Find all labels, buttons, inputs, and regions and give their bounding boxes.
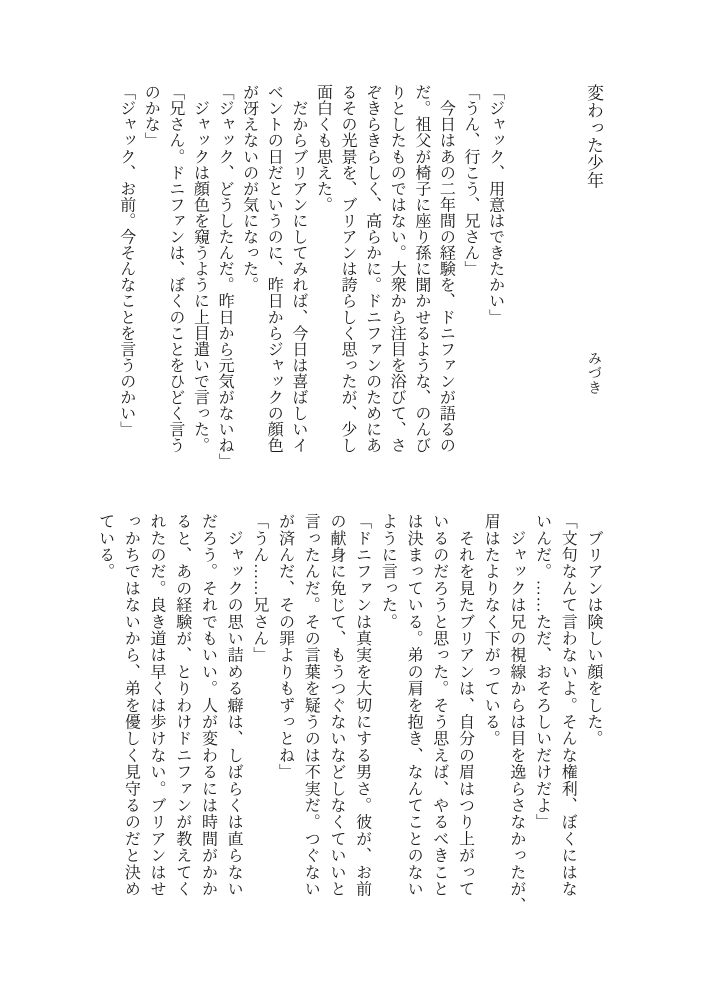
text-column: ぞきらきらしく、高らかに。ドニファンのためにあ — [363, 84, 381, 454]
text-column: るその光景を、ブリアンは誇らしく思ったが、少し — [339, 84, 357, 454]
bottom-text-columns — [92, 513, 606, 914]
text-column: ブリアンは険しい顔をした。 — [585, 513, 602, 747]
text-column: は決まっている。弟の肩を抱き、なんてことのない — [405, 513, 423, 898]
text-column: 「ドニファンは真実を大切にする男さ。彼が、お前 — [353, 513, 371, 898]
story-top-section — [113, 84, 605, 470]
text-column: りとしたものではない。大衆から注目を浴びて、さ — [388, 84, 406, 454]
text-column: ている。 — [96, 513, 114, 580]
text-column: ると、あの経験が、とりわけドニファンが教えてく — [173, 513, 191, 898]
story-title: 変わった少年 — [584, 84, 603, 189]
text-column: だ。祖父が椅子に座り孫に聞かせるような、のんび — [412, 84, 430, 454]
text-column: ジャックの思い詰める癖は、しばらくは直らない — [225, 513, 243, 898]
text-column: 「ジャック、どうしたんだ。昨日から元気がないね」 — [216, 84, 234, 470]
text-column: 「文句なんて言わないよ。そんな権利、ぼくにはな — [559, 513, 577, 898]
text-column: 眉はたよりなく下がっている。 — [482, 513, 500, 747]
text-column: のかな」 — [142, 84, 160, 149]
text-column: それを見たブリアンは、自分の眉はつり上がって — [456, 513, 474, 898]
text-column: だろう。それでもいい。人が変わるには時間がかか — [199, 513, 217, 898]
text-column: 面白くも思えた。 — [314, 84, 332, 213]
text-column: 「ジャック、お前。今そんなことを言うのかい」 — [117, 84, 135, 438]
text-column: ジャックは顔色を窺うように上目遣いで言った。 — [191, 84, 209, 454]
text-column: 「うん……兄さん」 — [250, 513, 268, 664]
text-column: だからブリアンにしてみれば、今日は喜ばしいイ — [289, 84, 307, 454]
story-author: みづき — [586, 351, 601, 396]
text-column: が済んだ、その罪よりもずっとね」 — [276, 513, 294, 781]
text-column: っかちではないから、弟を優しく見守るのだと決め — [122, 513, 140, 898]
text-column: 「うん、行こう、兄さん」 — [462, 84, 480, 277]
text-column: ベントの日だというのに、昨日からジャックの顔色 — [265, 84, 283, 454]
text-column: ように言った。 — [379, 513, 397, 630]
top-text-columns — [113, 84, 507, 470]
title-column — [580, 84, 605, 456]
text-column: いんだ。……ただ、おそろしいだけだよ」 — [533, 513, 551, 831]
text-column: 今日はあの二年間の経験を、ドニファンが語るの — [437, 84, 455, 454]
text-column: が冴えないのが気になった。 — [240, 84, 258, 293]
text-column: いるのだろうと思った。そう思えば、やるべきこと — [430, 513, 448, 898]
text-column: 言ったんだ。その言葉を疑うのは不実だ。つぐない — [302, 513, 320, 898]
text-column: 「兄さん。ドニファンは、ぼくのことをひどく言う — [166, 84, 184, 454]
title-gap-spacer — [507, 84, 581, 456]
text-column: れたのだ。良き道は早くは歩けない。ブリアンはせ — [148, 513, 166, 898]
text-column: 「ジャック、用意はできたかい」 — [486, 84, 504, 325]
story-bottom-section — [92, 513, 606, 914]
text-column: ジャックは兄の視線からは目を逸らさなかったが、 — [507, 513, 525, 914]
text-column: の献身に免じて、もうつぐないなどしなくていいと — [327, 513, 345, 898]
